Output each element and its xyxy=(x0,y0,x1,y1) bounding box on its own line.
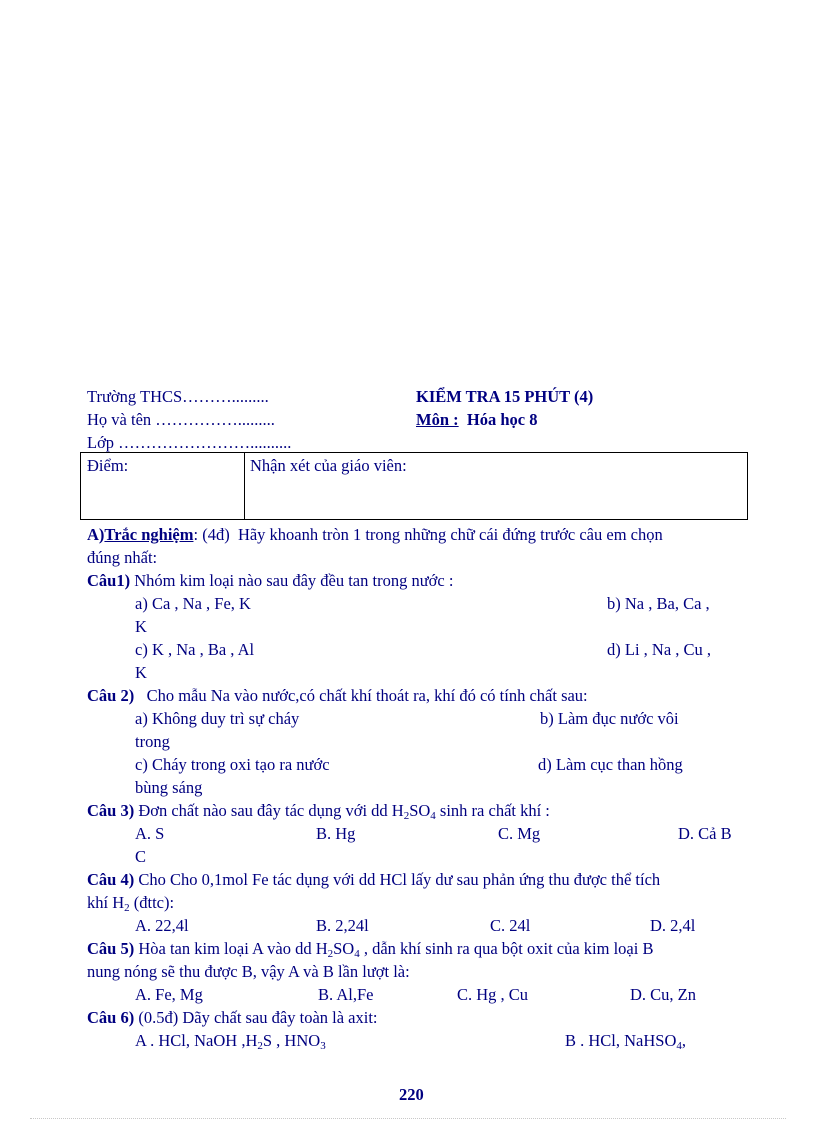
question-4 xyxy=(87,868,660,891)
question-1 xyxy=(87,569,453,592)
question-4-text: Cho Cho 0,1mol Fe tác dụng với dd HCl lấy dư sau phản ứng thu được thể tích xyxy=(138,870,661,889)
page-number: 220 xyxy=(399,1085,424,1104)
q3-option-a[interactable]: A. S xyxy=(135,824,165,843)
question-5-label: Câu 5) xyxy=(87,939,135,958)
q4-option-a[interactable]: A. 22,4l xyxy=(135,916,189,935)
q1-option-b[interactable]: b) Na , Ba, Ca , xyxy=(607,594,710,613)
q2-option-c[interactable]: c) Cháy trong oxi tạo ra nước xyxy=(135,755,330,774)
teacher-comment-label: Nhận xét của giáo viên: xyxy=(250,456,407,475)
student-name-field: Họ và tên ……………......... xyxy=(87,410,275,429)
score-label: Điểm: xyxy=(87,456,129,475)
q3-option-b[interactable]: B. Hg xyxy=(316,824,356,843)
question-2-text: Cho mẫu Na vào nước,có chất khí thoát ra, khí đó có tính chất sau: xyxy=(146,686,588,705)
question-3 xyxy=(87,799,550,822)
question-1-label: Câu1) xyxy=(87,571,131,590)
q1-option-d[interactable]: d) Li , Na , Cu , xyxy=(607,640,712,659)
section-a-prefix: A) xyxy=(87,525,105,544)
question-5-text: Hòa tan kim loại A vào dd $H_2SO_4$ , dẫn khí sinh ra qua bột oxit của kim loại B xyxy=(138,939,654,960)
q1-option-a[interactable]: a) Ca , Na , Fe, K xyxy=(135,594,251,613)
question-2-label: Câu 2) xyxy=(87,686,135,705)
q5-option-b[interactable]: B. Al,Fe xyxy=(318,985,374,1004)
subject-value: Hóa học 8 xyxy=(466,410,538,429)
q5-option-a[interactable]: A. Fe, Mg xyxy=(135,985,203,1004)
class-field: Lớp …………………….......... xyxy=(87,433,292,452)
section-a-title: Trắc nghiệm xyxy=(104,525,194,544)
question-4-label: Câu 4) xyxy=(87,870,135,889)
q2-option-b-wrap: trong xyxy=(135,732,170,751)
q2-option-d-wrap: bùng sáng xyxy=(135,778,203,797)
q6-option-b[interactable]: B . HCl, NaHSO$_4$, xyxy=(565,1031,687,1052)
section-a-heading xyxy=(87,523,663,546)
question-6-label: Câu 6) xyxy=(87,1008,135,1027)
subject-label: Môn : xyxy=(416,410,459,429)
q2-option-d[interactable]: d) Làm cục than hồng xyxy=(538,755,683,774)
question-3-label: Câu 3) xyxy=(87,801,135,820)
question-4-text-cont: khí $H_2$ (đttc): xyxy=(87,893,175,914)
section-a-points: : (4đ) xyxy=(193,525,230,544)
school-field: Trường THCS………......... xyxy=(87,387,269,406)
q3-option-d[interactable]: D. Cả B xyxy=(678,824,732,843)
q1-option-d-wrap: K xyxy=(135,663,147,682)
subject-line xyxy=(416,408,537,431)
q6-option-a[interactable]: A . HCl, NaOH $,H_2S$ , $HNO_3$ xyxy=(135,1031,326,1052)
question-6-text: (0.5đ) Dãy chất sau đây toàn là axit: xyxy=(138,1008,378,1027)
q4-option-c[interactable]: C. 24l xyxy=(490,916,531,935)
exam-title: KIỂM TRA 15 PHÚT (4) xyxy=(416,387,594,406)
question-3-text: Đơn chất nào sau đây tác dụng với dd $H_2SO_4$ sinh ra chất khí : xyxy=(138,801,550,822)
section-a-instruction: Hãy khoanh tròn 1 trong những chữ cái đứng trước câu em chọn xyxy=(237,525,663,544)
q4-option-d[interactable]: D. 2,4l xyxy=(650,916,696,935)
q5-option-d[interactable]: D. Cu, Zn xyxy=(630,985,696,1004)
grade-box-divider xyxy=(244,453,245,519)
question-2 xyxy=(87,684,588,707)
q1-option-b-wrap: K xyxy=(135,617,147,636)
q3-option-c[interactable]: C. Mg xyxy=(498,824,541,843)
q2-option-b[interactable]: b) Làm đục nước vôi xyxy=(540,709,679,728)
question-5-text-cont: nung nóng sẽ thu được B, vậy A và B lần lượt là: xyxy=(87,962,410,981)
footer-dotted-rule xyxy=(30,1118,786,1119)
q5-option-c[interactable]: C. Hg , Cu xyxy=(457,985,529,1004)
q4-option-b[interactable]: B. 2,24l xyxy=(316,916,369,935)
section-a-instruction-cont: đúng nhất: xyxy=(87,548,158,567)
question-6 xyxy=(87,1006,378,1029)
question-1-text: Nhóm kim loại nào sau đây đều tan trong nước : xyxy=(134,571,454,590)
grade-box xyxy=(80,452,748,520)
q3-option-d-wrap: C xyxy=(135,847,147,866)
q2-option-a[interactable]: a) Không duy trì sự cháy xyxy=(135,709,300,728)
question-5 xyxy=(87,937,653,960)
q1-option-c[interactable]: c) K , Na , Ba , Al xyxy=(135,640,255,659)
